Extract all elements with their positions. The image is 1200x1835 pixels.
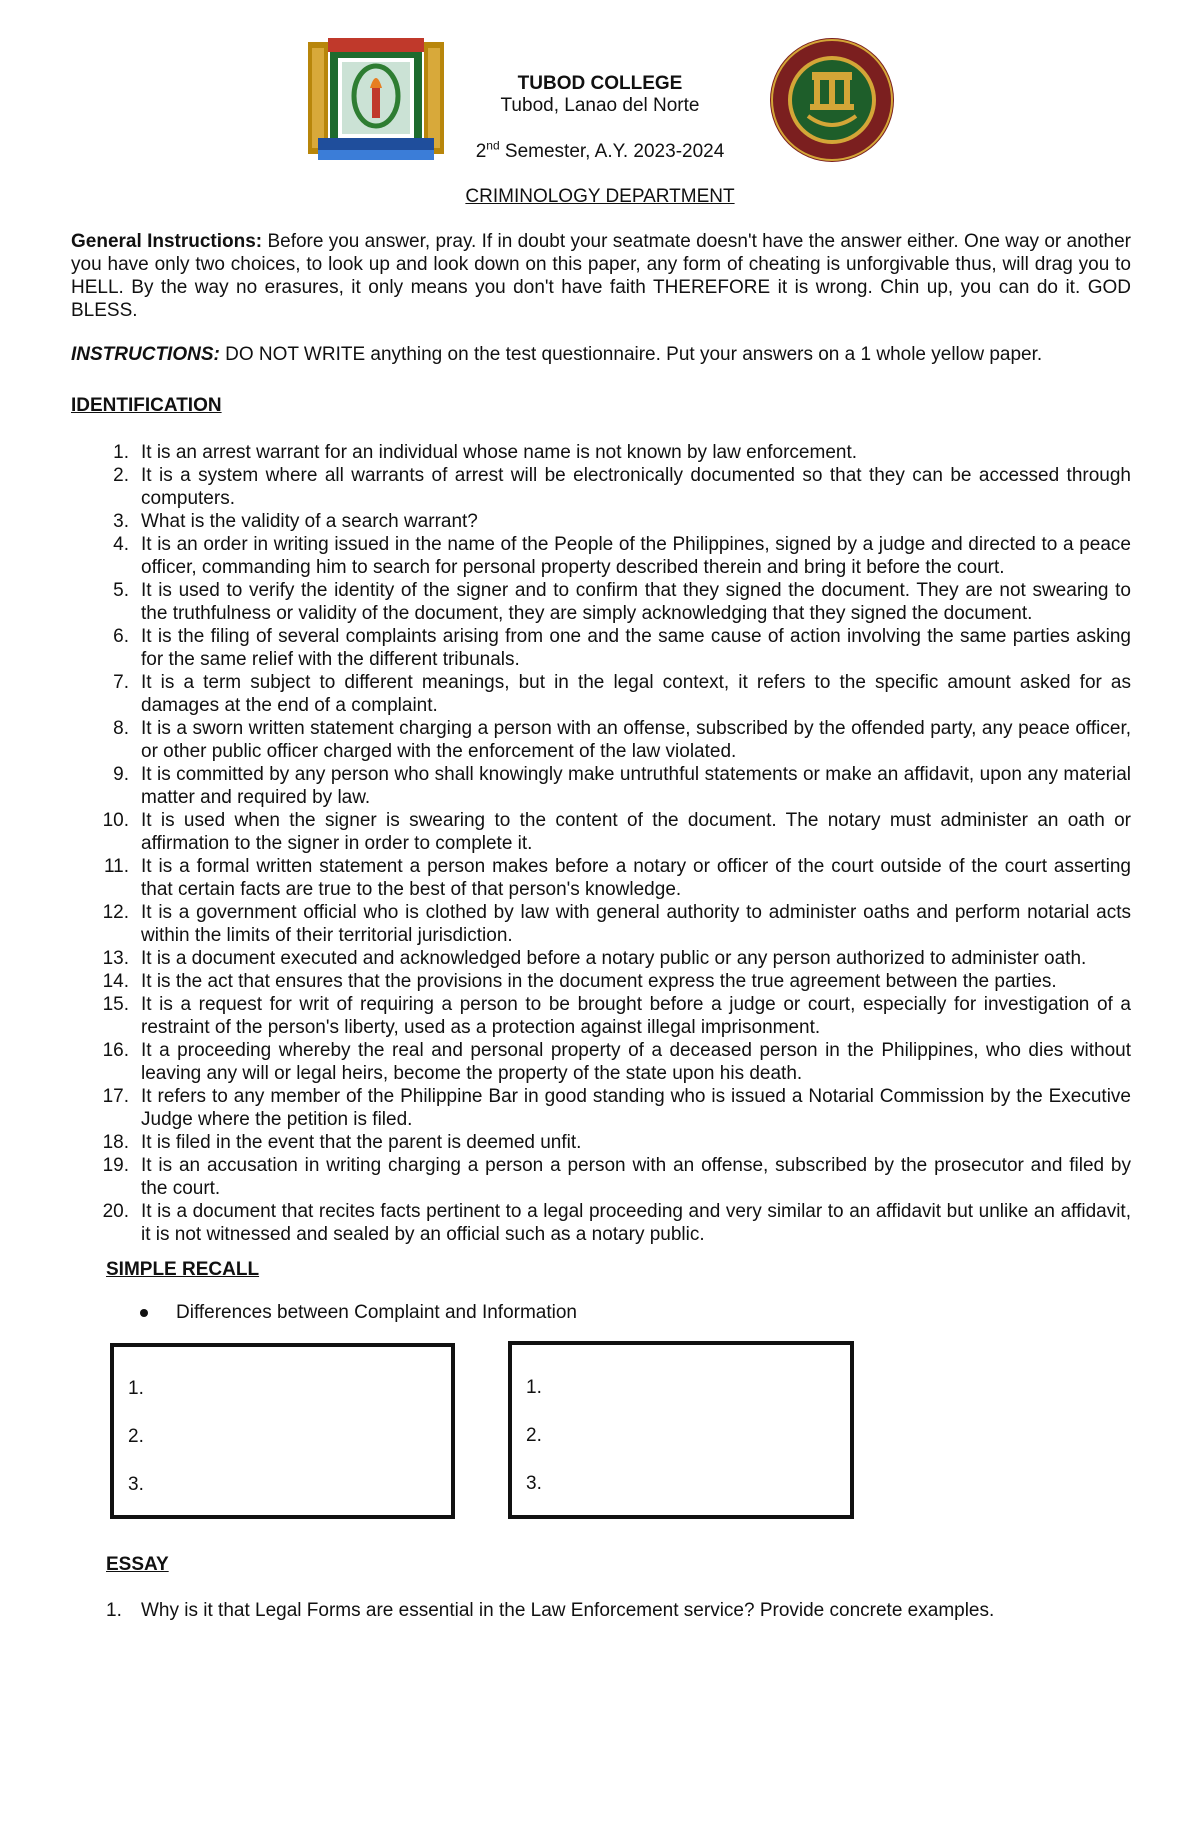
question-item [71,1131,1131,1154]
general-instructions [71,230,1131,322]
question-number: 8. [113,718,129,739]
question-number: 11. [103,856,129,877]
question-item [71,901,1131,947]
general-instructions-label: General Instructions: [71,231,263,252]
question-text: It is used when the signer is swearing to the content of the document. The notary must administer an oath or affirmation to the signer in order to complete it. [141,810,1131,854]
question-number: 17. [102,1086,129,1107]
question-text: It is a document that recites facts pertinent to a legal proceeding and very similar to an affidavit but unlike an affidavit, it is not witnessed and sealed by an official such as a notary public. [141,1201,1131,1245]
question-text: It is an arrest warrant for an individual whose name is not known by law enforcement. [141,442,858,463]
question-number: 4. [113,534,129,555]
semester-line [460,140,740,163]
question-number: 10. [102,810,129,831]
instructions [71,343,1131,366]
question-number: 3. [113,511,129,532]
answer-line: 3. [128,1474,144,1495]
semester-ordinal: nd [486,138,500,153]
tubod-college-logo [308,38,444,166]
question-item [71,970,1131,993]
question-text: It is an accusation in writing charging a person a person with an offense, subscribed by the prosecutor and filed by the court. [141,1155,1131,1199]
department-name: CRIMINOLOGY DEPARTMENT [465,186,735,207]
essay-heading: ESSAY [106,1554,169,1575]
simple-recall-heading: SIMPLE RECALL [106,1259,260,1280]
question-number: 19. [102,1155,129,1176]
question-number: 5. [113,580,129,601]
question-text: It is a request for writ of requiring a person to be brought before a judge or court, especially for investigation of a restraint of the person's liberty, used as a protection against illegal imprisonment. [141,994,1131,1038]
question-text: It is the act that ensures that the provisions in the document express the true agreement between the parties. [141,971,1057,992]
criminology-logo [768,36,896,164]
answer-line: 3. [526,1473,542,1494]
instructions-text: DO NOT WRITE anything on the test questionnaire. Put your answers on a 1 whole yellow paper. [219,344,1043,365]
question-number: 20. [102,1201,129,1222]
instructions-label: INSTRUCTIONS: [71,344,220,365]
question-item [71,579,1131,625]
answer-box-right [508,1341,854,1519]
question-item [71,1039,1131,1085]
question-number: 7. [113,672,129,693]
question-item [71,1154,1131,1200]
question-text: It is a term subject to different meanings, but in the legal context, it refers to the specific amount asked for as damages at the end of a complaint. [141,672,1131,716]
question-number: 15. [102,994,129,1015]
question-item [71,763,1131,809]
identification-heading: IDENTIFICATION [71,395,222,416]
question-text: It is a sworn written statement charging a person with an offense, subscribed by the offended party, any peace officer, or other public officer charged with the enforcement of the law violated. [141,718,1131,762]
question-text: It is a system where all warrants of arrest will be electronically documented so that they can be accessed through computers. [141,465,1131,509]
question-item [71,1200,1131,1246]
question-text: It is used to verify the identity of the signer and to confirm that they signed the document. They are not swearing to the truthfulness or validity of the document, they are simply acknowledging that they signed the document. [141,580,1131,624]
question-text: It is an order in writing issued in the name of the People of the Philippines, signed by a judge and directed to a peace officer, commanding him to search for personal property described therein and bring it before the court. [141,534,1131,578]
answer-box-left [110,1343,455,1519]
identification-question-list [71,441,1131,1246]
question-item [71,809,1131,855]
question-text: It is a document executed and acknowledged before a notary public or any person authorized to administer oath. [141,948,1087,969]
semester-text: Semester, A.Y. 2023-2024 [499,141,725,162]
question-item [71,441,1131,464]
question-number: 6. [113,626,129,647]
question-item [71,533,1131,579]
question-number: 12. [102,902,129,923]
question-item [71,717,1131,763]
question-text: What is the validity of a search warrant? [141,511,478,532]
answer-line: 1. [526,1377,542,1398]
question-text: It is a formal written statement a person makes before a notary or officer of the court outside of the court asserting that certain facts are true to the best of that person's knowledge. [141,856,1131,900]
question-number: 14. [102,971,129,992]
question-number: 2. [113,465,129,486]
answer-line: 2. [526,1425,542,1446]
college-address: Tubod, Lanao del Norte [500,95,700,116]
question-number: 18. [102,1132,129,1153]
question-number: 13. [102,948,129,969]
question-item [71,1085,1131,1131]
general-instructions-text: Before you answer, pray. If in doubt your seatmate doesn't have the answer either. One way or another you have only two choices, to look up and look down on this paper, any form of cheating is unforgivable thus, will drag you to HELL. By the way no erasures, it only means you don't have faith THEREFORE it is wrong. Chin up, you can do it. GOD BLESS. [71,231,1131,321]
question-item [71,855,1131,901]
question-text: It is the filing of several complaints arising from one and the same cause of action involving the same parties asking for the same relief with the different tribunals. [141,626,1131,670]
question-number: 16. [102,1040,129,1061]
essay-question-text: Why is it that Legal Forms are essential in the Law Enforcement service? Provide concrete examples. [141,1600,995,1621]
question-item [71,993,1131,1039]
question-text: It a proceeding whereby the real and personal property of a deceased person in the Philippines, who dies without leaving any will or legal heirs, become the property of the state upon his death. [141,1040,1131,1084]
answer-line: 2. [128,1426,144,1447]
bullet-dot-icon [140,1309,148,1317]
question-number: 1. [113,442,129,463]
semester-number: 2 [475,141,487,162]
question-text: It is filed in the event that the parent is deemed unfit. [141,1132,582,1153]
question-item [71,464,1131,510]
essay-question-number: 1. [106,1600,122,1621]
answer-line: 1. [128,1378,144,1399]
question-text: It refers to any member of the Philippine Bar in good standing who is issued a Notarial Commission by the Executive Judge where the petition is filed. [141,1086,1131,1130]
question-item [71,625,1131,671]
question-item [71,510,1131,533]
question-text: It is committed by any person who shall knowingly make untruthful statements or make an affidavit, upon any material matter and required by law. [141,764,1131,808]
question-item [71,671,1131,717]
question-text: It is a government official who is clothed by law with general authority to administer oaths and perform notarial acts within the limits of their territorial jurisdiction. [141,902,1131,946]
question-item [71,947,1131,970]
college-name: TUBOD COLLEGE [517,73,683,94]
recall-bullet-text: Differences between Complaint and Information [176,1302,577,1323]
question-number: 9. [113,764,129,785]
